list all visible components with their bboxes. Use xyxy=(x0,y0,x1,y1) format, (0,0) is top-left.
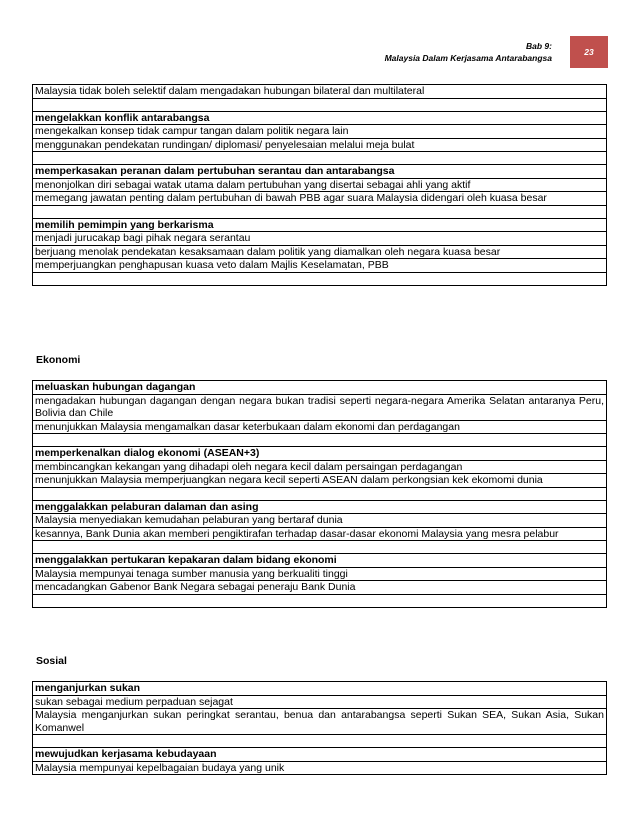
row-text: Malaysia menganjurkan sukan peringkat serantau, benua dan antarabangsa seperti Sukan SEA, Sukan Asia, Sukan Komanwel xyxy=(33,709,607,735)
row-text: Malaysia tidak boleh selektif dalam mengadakan hubungan bilateral dan multilateral xyxy=(33,85,607,99)
ekonomi-table-row xyxy=(33,434,607,447)
sosial-table-row xyxy=(33,709,607,735)
row-spacer xyxy=(33,98,607,111)
politik-table-row xyxy=(33,272,607,285)
row-text: kesannya, Bank Dunia akan memberi pengiktirafan terhadap dasar-dasar ekonomi Malaysia yang mesra pelabur xyxy=(33,527,607,541)
politik-table-row xyxy=(33,232,607,246)
row-spacer xyxy=(33,594,607,607)
sosial-table-row xyxy=(33,695,607,709)
row-spacer xyxy=(33,735,607,748)
ekonomi-table-row xyxy=(33,474,607,488)
row-heading: menggalakkan pertukaran kepakaran dalam bidang ekonomi xyxy=(33,554,607,568)
politik-table-row xyxy=(33,165,607,179)
ekonomi-section xyxy=(32,380,607,608)
row-spacer xyxy=(33,487,607,500)
ekonomi-table-row xyxy=(33,394,607,420)
politik-table-row xyxy=(33,138,607,152)
politik-table-row xyxy=(33,192,607,206)
ekonomi-table-row xyxy=(33,514,607,528)
ekonomi-table-row xyxy=(33,527,607,541)
ekonomi-table-row xyxy=(33,460,607,474)
row-spacer xyxy=(33,205,607,218)
ekonomi-table-row xyxy=(33,567,607,581)
row-heading: mewujudkan kerjasama kebudayaan xyxy=(33,748,607,762)
row-text: sukan sebagai medium perpaduan sejagat xyxy=(33,695,607,709)
row-text: Malaysia menyediakan kemudahan pelaburan yang bertaraf dunia xyxy=(33,514,607,528)
politik-table-row xyxy=(33,85,607,99)
row-text: menggunakan pendekatan rundingan/ diplomasi/ penyelesaian melalui meja bulat xyxy=(33,138,607,152)
politik-table-row xyxy=(33,205,607,218)
politik-table-row xyxy=(33,178,607,192)
row-heading: memilih pemimpin yang berkarisma xyxy=(33,218,607,232)
page-number-badge xyxy=(570,36,608,68)
row-heading: meluaskan hubungan dagangan xyxy=(33,381,607,395)
row-spacer xyxy=(33,434,607,447)
row-spacer xyxy=(33,541,607,554)
row-text: memegang jawatan penting dalam pertubuhan di bawah PBB agar suara Malaysia didengari oleh kuasa besar xyxy=(33,192,607,206)
politik-table-row xyxy=(33,259,607,273)
row-text: Malaysia mempunyai kepelbagaian budaya yang unik xyxy=(33,761,607,775)
row-heading: menggalakkan pelaburan dalaman dan asing xyxy=(33,500,607,514)
sosial-table-row xyxy=(33,748,607,762)
row-text: mengadakan hubungan dagangan dengan negara bukan tradisi seperti negara-negara Amerika Selatan antaranya Peru, Bolivia dan Chile xyxy=(33,394,607,420)
sosial-section xyxy=(32,681,607,775)
row-text: mengekalkan konsep tidak campur tangan dalam politik negara lain xyxy=(33,125,607,139)
sosial-table-row xyxy=(33,735,607,748)
row-text: menunjukkan Malaysia memperjuangkan negara kecil seperti ASEAN dalam perkongsian kek ekomomi dunia xyxy=(33,474,607,488)
ekonomi-table-row xyxy=(33,447,607,461)
row-heading: memperkenalkan dialog ekonomi (ASEAN+3) xyxy=(33,447,607,461)
page-number: 23 xyxy=(584,47,594,57)
row-text: Malaysia mempunyai tenaga sumber manusia yang berkualiti tinggi xyxy=(33,567,607,581)
ekonomi-table-row xyxy=(33,381,607,395)
politik-table-row xyxy=(33,152,607,165)
sosial-table-row xyxy=(33,682,607,696)
ekonomi-table-row xyxy=(33,554,607,568)
chapter-number: Bab 9: xyxy=(526,41,552,51)
ekonomi-table-row xyxy=(33,581,607,595)
politik-table-row xyxy=(33,218,607,232)
politik-table-row xyxy=(33,125,607,139)
row-spacer xyxy=(33,152,607,165)
politik-table-row xyxy=(33,98,607,111)
row-text: menunjukkan Malaysia mengamalkan dasar keterbukaan dalam ekonomi dan perdagangan xyxy=(33,420,607,434)
sosial-table xyxy=(32,681,607,775)
row-heading: mengelakkan konflik antarabangsa xyxy=(33,111,607,125)
row-heading: menganjurkan sukan xyxy=(33,682,607,696)
row-text: menjadi jurucakap bagi pihak negara serantau xyxy=(33,232,607,246)
row-text: membincangkan kekangan yang dihadapi oleh negara kecil dalam persaingan perdagangan xyxy=(33,460,607,474)
row-text: menonjolkan diri sebagai watak utama dalam pertubuhan yang disertai sebagai ahli yang aktif xyxy=(33,178,607,192)
row-heading: memperkasakan peranan dalam pertubuhan serantau dan antarabangsa xyxy=(33,165,607,179)
sosial-label: Sosial xyxy=(36,655,67,667)
politik-section xyxy=(32,84,607,286)
politik-table-row xyxy=(33,111,607,125)
page-header xyxy=(385,40,552,64)
ekonomi-table-row xyxy=(33,487,607,500)
chapter-title: Malaysia Dalam Kerjasama Antarabangsa xyxy=(384,53,552,63)
row-text: memperjuangkan penghapusan kuasa veto dalam Majlis Keselamatan, PBB xyxy=(33,259,607,273)
row-text: mencadangkan Gabenor Bank Negara sebagai peneraju Bank Dunia xyxy=(33,581,607,595)
ekonomi-table-row xyxy=(33,594,607,607)
politik-table-row xyxy=(33,245,607,259)
ekonomi-table-row xyxy=(33,420,607,434)
ekonomi-table xyxy=(32,380,607,608)
ekonomi-table-row xyxy=(33,500,607,514)
ekonomi-table-row xyxy=(33,541,607,554)
ekonomi-label: Ekonomi xyxy=(36,354,81,366)
row-spacer xyxy=(33,272,607,285)
politik-table xyxy=(32,84,607,286)
sosial-table-row xyxy=(33,761,607,775)
row-text: berjuang menolak pendekatan kesaksamaan dalam politik yang diamalkan oleh negara kuasa besar xyxy=(33,245,607,259)
